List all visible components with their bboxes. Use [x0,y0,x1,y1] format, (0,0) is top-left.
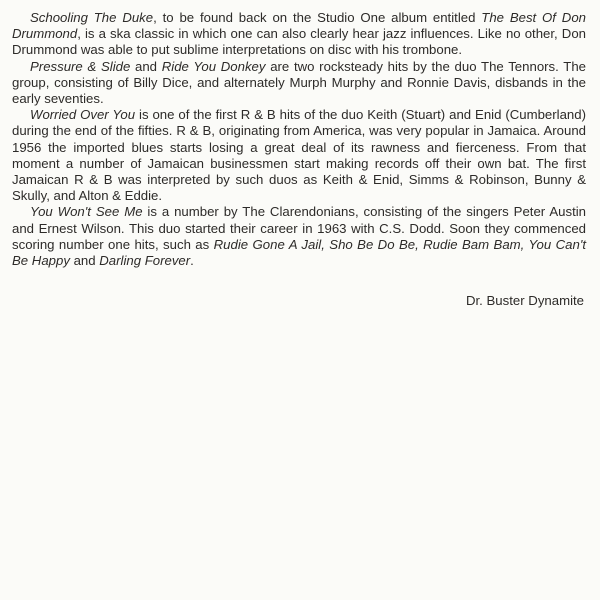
author-signature: Dr. Buster Dynamite [466,293,584,309]
liner-notes-page [12,10,586,309]
text-segment: , is a ska classic in which one can also clearly hear jazz influences. Like no other, Don Drummond was able to put sublime interpretations on disc with his trombone. [12,26,586,58]
song-title: You Won't See Me [30,204,143,220]
text-segment: is a number by The Clarendonians, consisting of the singers Peter Austin and Ernest Wilson. This duo started their career in 1963 with C.S. Dodd. Soon they commenced scoring number one hits, such as [12,204,586,252]
song-title: Schooling The Duke [30,10,154,25]
song-title: Ride You Donkey [161,58,266,74]
paragraph-the-clarendonians [12,204,586,269]
paragraph-keith-and-enid [12,107,586,204]
song-title: Pressure & Slide [30,58,131,74]
text-segment: . [190,253,194,269]
song-titles-list: Rudie Gone A Jail, Sho Be Do Be, Rudie Bam Bam, You Can't Be Happy [12,236,587,269]
text-segment: is one of the first R & B hits of the duo Keith (Stuart) and Enid (Cumberland) during the end of the fifties. R & B, originating from America, was very popular in Jamaica. Around 1956 the imported blues starts losing a great deal of its rawness and fierceness. From that moment a number of Jamaican businessmen start making records off their own bat. The first Jamaican R & B was interpreted by such duos as Keith & Enid, Simms & Robinson, Bunny & Skully, and Alton & Eddie. [12,107,586,204]
song-title: Worried Over You [30,107,136,123]
text-segment: and [69,253,100,269]
text-segment: are two rocksteady hits by the duo The Tennors. The group, consisting of Billy Dice, and alternately Murph Murphy and Ronnie Davis, disbands in the early seventies. [12,58,586,107]
paragraph-the-tennors [12,59,586,108]
text-segment: , to be found back on the Studio One album entitled [153,10,482,25]
song-title: Darling Forever [99,253,191,269]
album-title: The Best Of Don Drummond [12,10,586,42]
paragraph-schooling-the-duke [12,10,586,59]
text-segment: and [130,58,162,74]
